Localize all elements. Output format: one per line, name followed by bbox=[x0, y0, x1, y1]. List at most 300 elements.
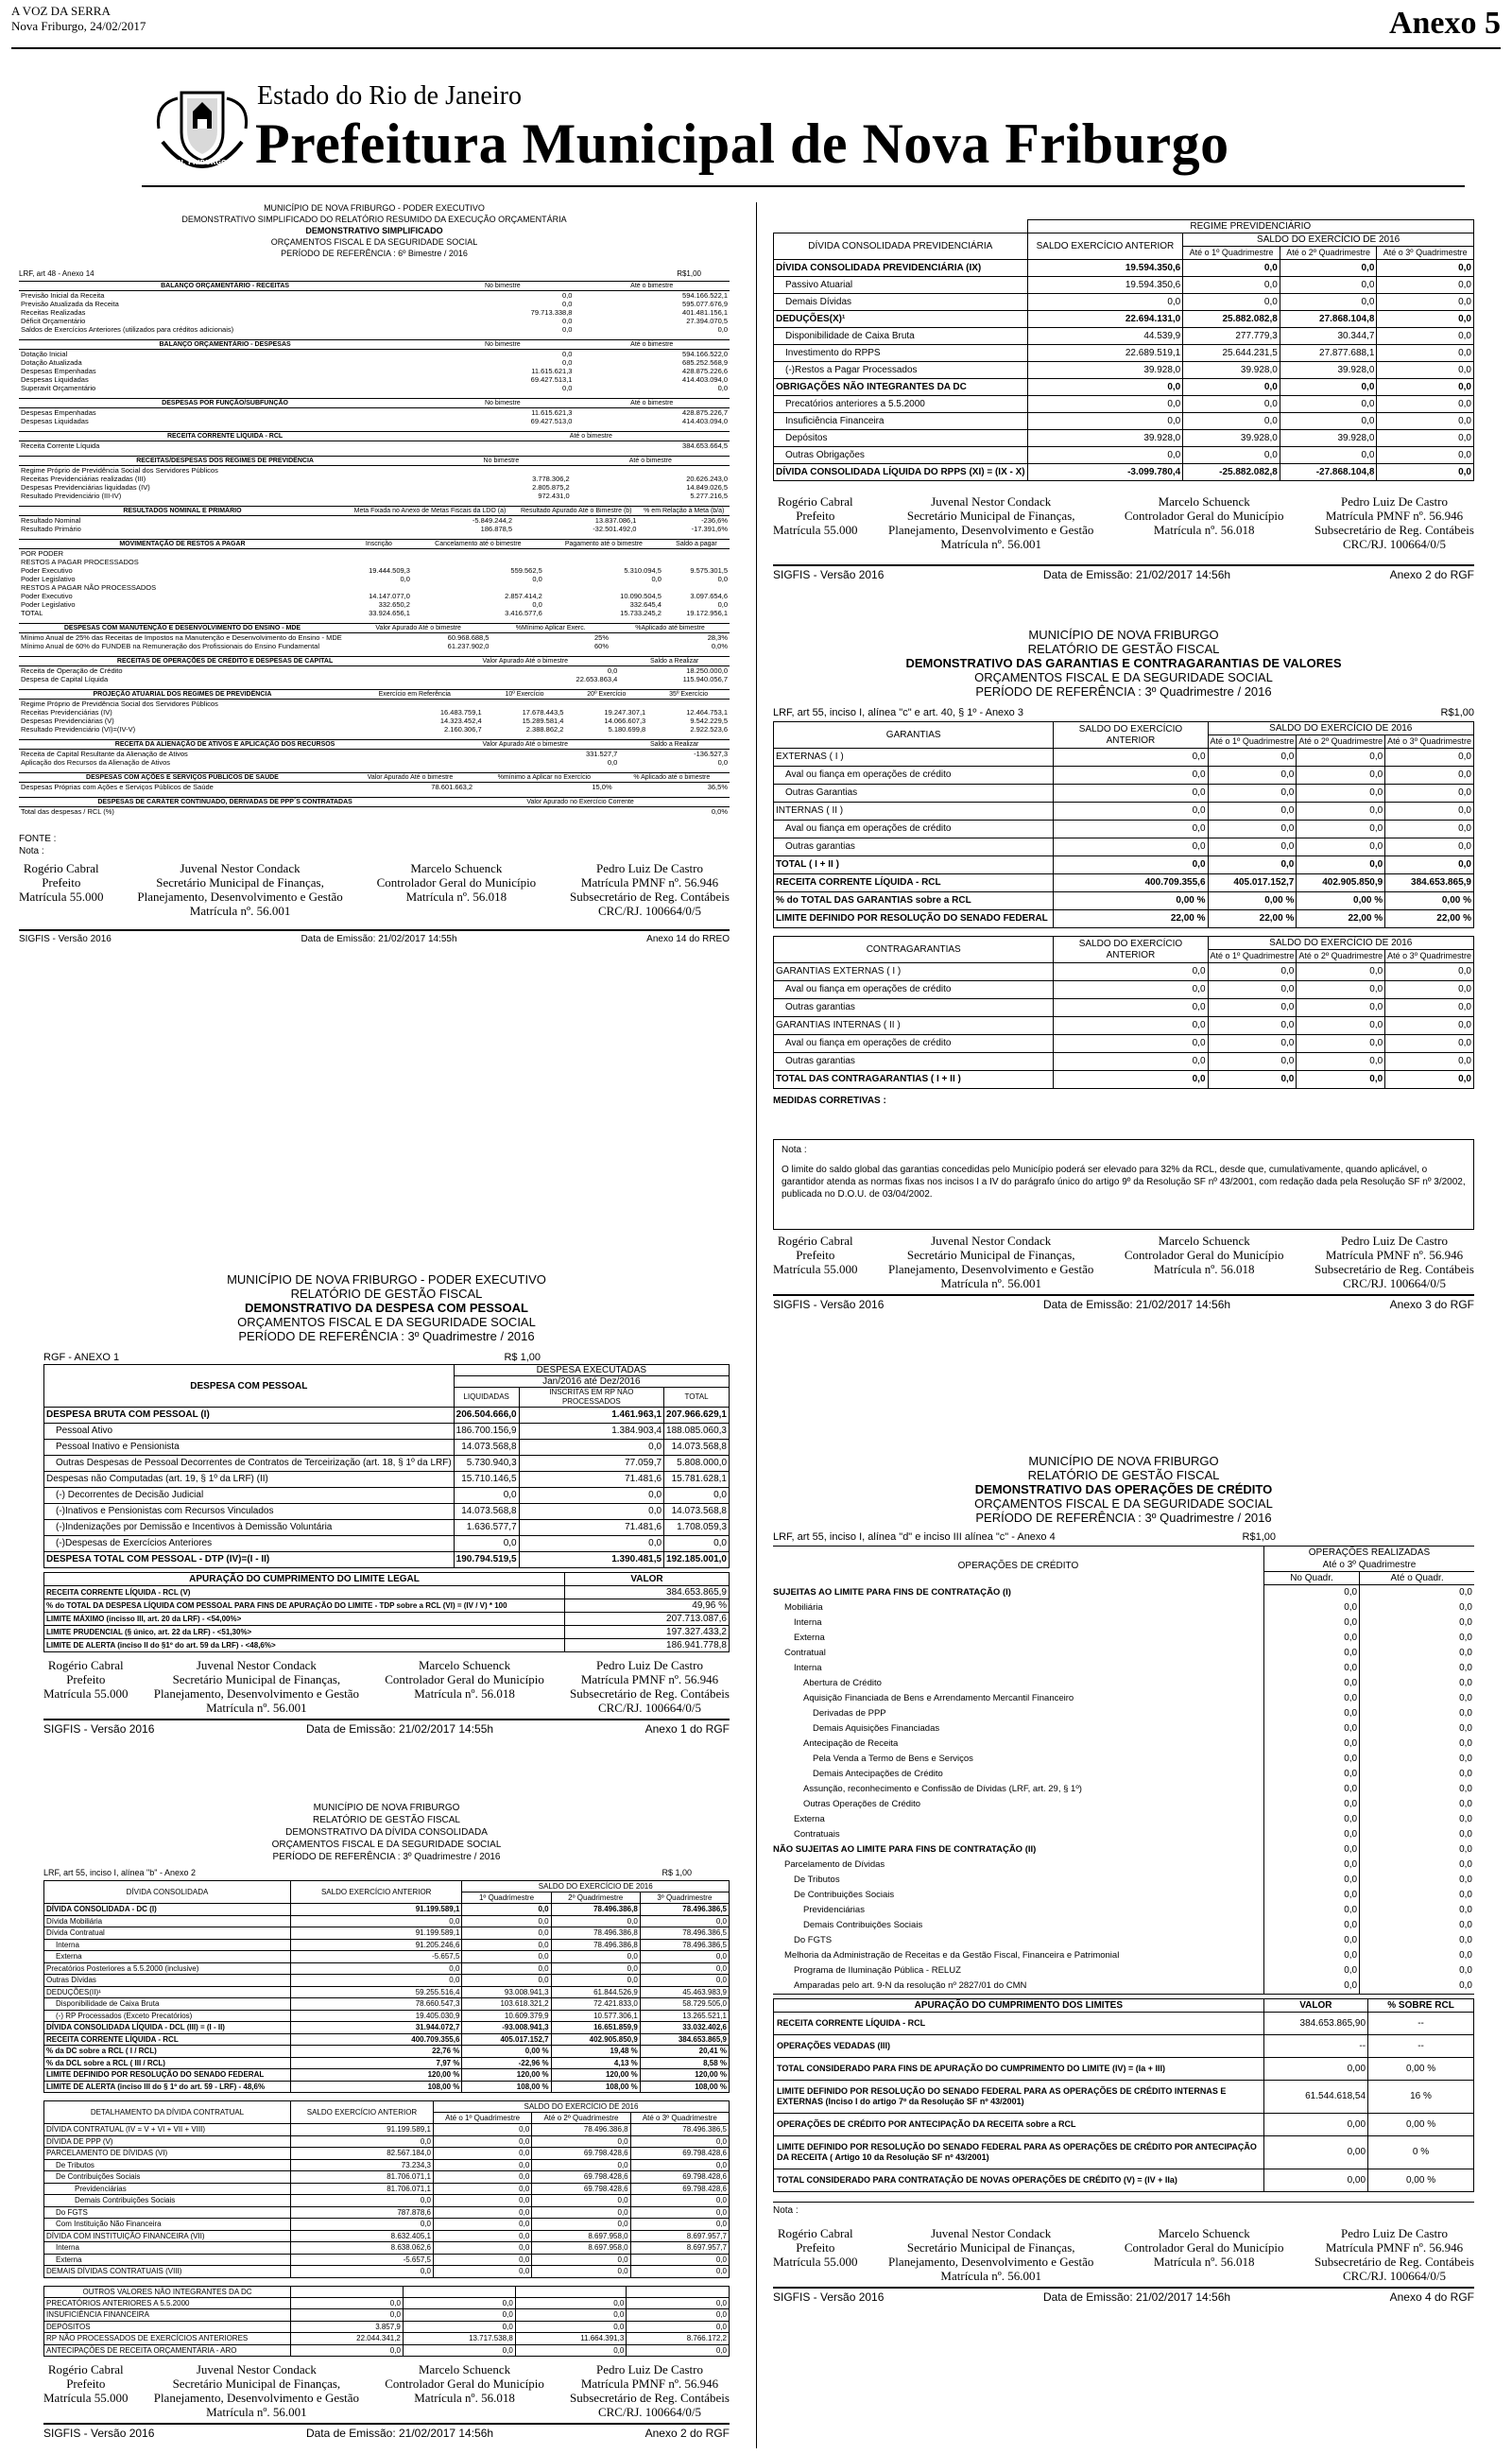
table-cell: DÍVIDA COM INSTITUIÇÃO FINANCEIRA (VII) bbox=[44, 2230, 291, 2242]
table-cell: 0,0 bbox=[532, 600, 542, 609]
table-cell: Aval ou fiança em operações de crédito bbox=[774, 1035, 1054, 1053]
table-cell: RECEITA CORRENTE LÍQUIDA - RCL bbox=[774, 2012, 1264, 2034]
table-row bbox=[19, 350, 730, 359]
table-row bbox=[44, 1599, 730, 1613]
table-cell: Até o bimestre bbox=[572, 457, 730, 466]
table-cell: %mínimo a Aplicar no Exercício bbox=[474, 773, 614, 783]
table-cell: DESPESA BRUTA COM PESSOAL (I) bbox=[44, 1408, 455, 1424]
table-cell: 15,0% bbox=[592, 783, 612, 791]
table-cell: 0,0 bbox=[1263, 1979, 1359, 1995]
table-cell: 0 % bbox=[1368, 2135, 1474, 2169]
table-cell: 0,0 bbox=[1459, 1920, 1472, 1930]
table-cell: 0,0 bbox=[291, 1915, 462, 1927]
signature-3: Pedro Luiz De Castro Matrícula PMNF nº. 56.946 Subsecretário de Reg. Contábeis CRC/RJ. 100664/0/5 bbox=[1314, 1234, 1474, 1290]
table-cell: 0,00 % bbox=[1208, 892, 1297, 910]
report-title bbox=[19, 202, 730, 259]
table-cell: INSCRITAS EM RP NÃO PROCESSADOS bbox=[519, 1388, 663, 1408]
table-row bbox=[774, 2169, 1474, 2191]
table-cell: Externa bbox=[773, 1631, 1263, 1646]
table-cell: 0,0 bbox=[1280, 379, 1377, 396]
table-cell: 78.660.547,3 bbox=[291, 1998, 462, 2011]
table-cell: 39.928,0 bbox=[1027, 362, 1183, 379]
table-cell: Saldos de Exercícios Anteriores (utilizados para créditos adicionais) bbox=[21, 325, 234, 334]
table-row bbox=[19, 592, 730, 600]
table-cell: 0,0 bbox=[1027, 379, 1183, 396]
table-row bbox=[44, 2309, 730, 2322]
table-cell: 0,00 % bbox=[462, 2046, 551, 2058]
table-cell: SALDO DO EXERCÍCIO DE 2016 bbox=[1208, 937, 1473, 950]
table-cell: 0,0 bbox=[1377, 311, 1474, 328]
table-cell: Dotação Atualizada bbox=[21, 358, 82, 367]
table-cell: 15.781.628,1 bbox=[664, 1472, 730, 1488]
table-cell: Demais Aquisições Financiadas bbox=[773, 1721, 1263, 1737]
table-cell: 0,0 bbox=[532, 2254, 630, 2266]
table-cell: Externa bbox=[44, 2254, 291, 2266]
nota-text: O limite do saldo global das garantias concedidas pelo Município poderá ser elevado para 32% da RCL, desde que, cumulativamente, quando aplicável, o garantidor atenda as normas fixas nos incisos I a IV do parágrafo único do artigo 9º da Resolução SF nº 43/2001, com redação dada pela Resolução SF nº 3/2002, publicada no D.O.U. de 03/04/2002. bbox=[782, 1165, 1466, 1200]
table-cell: Despesas Previdenciárias (V) bbox=[21, 717, 114, 725]
table-cell: 0,0 bbox=[433, 2183, 531, 2195]
table-row bbox=[774, 362, 1474, 379]
signature-1: Juvenal Nestor Condack Secretário Municipal de Finanças, Planejamento, Desenvolvimento e Gestão Matrícula nº. 56.001 bbox=[153, 2362, 360, 2419]
table-cell: Despesas Previdenciárias liquidadas (IV) bbox=[21, 483, 150, 492]
table-cell: 1.636.577,7 bbox=[454, 1520, 519, 1536]
table-cell: 405.017.152,7 bbox=[1208, 874, 1297, 892]
table-cell: Déficit Orçamentário bbox=[21, 317, 86, 325]
table-cell: 0,0 bbox=[462, 1939, 551, 1951]
pessoal-limit-table bbox=[43, 1572, 730, 1652]
table-cell: 20,41 % bbox=[640, 2046, 729, 2058]
table-row bbox=[19, 516, 730, 526]
table-cell: (-)Indenizações por Demissão e Incentivos à Demissão Voluntária bbox=[44, 1520, 455, 1536]
table-cell: 0,00 % bbox=[1368, 2057, 1474, 2080]
table-cell: Valor Apurado Até o bimestre bbox=[431, 740, 619, 750]
table-cell: TOTAL bbox=[21, 609, 43, 617]
table-cell: LIMITE DEFINIDO POR RESOLUÇÃO DO SENADO FEDERAL PARA AS OPERAÇÕES DE CRÉDITO INTERNAS E EXTERNAS (Inciso I do artigo 7º da Resolução SF nº 43/2001) bbox=[774, 2080, 1264, 2113]
table-cell: DÍVIDA CONTRATUAL (IV = V + VI + VII + VIII) bbox=[44, 2124, 291, 2136]
table-cell: 0,0 bbox=[1263, 1963, 1359, 1979]
table-cell: %Aplicado até bimestre bbox=[610, 624, 730, 633]
report-footer bbox=[19, 929, 730, 945]
table-cell: 0,0 bbox=[1377, 379, 1474, 396]
legal-reference: RGF - ANEXO 1 bbox=[43, 1352, 120, 1363]
table-cell: RECEITA CORRENTE LÍQUIDA - RCL bbox=[44, 2033, 291, 2046]
table-cell: 69.798.428,6 bbox=[630, 2183, 729, 2195]
table-cell: 2.922.523,6 bbox=[690, 725, 728, 734]
table-cell: 2.388.862,2 bbox=[525, 725, 564, 734]
table-row bbox=[19, 675, 730, 683]
table-cell: % da DC sobre a RCL ( I / RCL) bbox=[44, 2046, 291, 2058]
table-cell: Saldo a Realizar bbox=[619, 740, 730, 750]
table-cell: DESPESAS COM AÇÕES E SERVIÇOS PÚBLICOS DE SAÚDE bbox=[19, 773, 346, 783]
rpps-section bbox=[773, 219, 1474, 582]
title-line: ORÇAMENTOS FISCAL E DA SEGURIDADE SOCIAL bbox=[270, 237, 478, 247]
table-row bbox=[44, 2297, 730, 2309]
title-line: PERÍODO DE REFERÊNCIA : 3º Quadrimestre / 2016 bbox=[272, 1852, 501, 1862]
table-cell: 400.709.355,6 bbox=[1054, 874, 1208, 892]
table-row bbox=[19, 483, 730, 492]
table-cell: 0,0 bbox=[1297, 963, 1385, 981]
table-cell: 78.496.386,8 bbox=[551, 1904, 640, 1916]
table-cell: Receita Corrente Líquida bbox=[21, 441, 100, 450]
table-cell: 91.199.589,1 bbox=[291, 1927, 462, 1940]
table-cell: 0,0 bbox=[1385, 856, 1474, 874]
signature-3: Pedro Luiz De Castro Matrícula PMNF nº. 56.946 Subsecretário de Reg. Contábeis CRC/RJ. 100664/0/5 bbox=[570, 2362, 730, 2419]
table-cell: 0,0 bbox=[551, 1975, 640, 1987]
table-cell: 27.868.104,8 bbox=[1280, 311, 1377, 328]
table-row bbox=[44, 1408, 730, 1424]
table-cell: 0,0 bbox=[1263, 1903, 1359, 1918]
table-cell: 0,0 bbox=[1263, 1752, 1359, 1767]
table-cell: 3.778.306,2 bbox=[532, 475, 570, 483]
table-cell: 0,0 bbox=[1208, 981, 1297, 999]
table-row bbox=[44, 1915, 730, 1927]
table-cell: Interna bbox=[44, 2242, 291, 2255]
table-cell: 61.237.902,0 bbox=[447, 642, 490, 650]
table-cell: Aval ou fiança em operações de crédito bbox=[774, 767, 1054, 785]
table-cell: Despesas Empenhadas bbox=[21, 408, 96, 417]
table-cell bbox=[412, 583, 544, 592]
table-cell: 0,0 bbox=[562, 317, 573, 325]
table-row bbox=[44, 2124, 730, 2136]
table-cell: INSUFICIÊNCIA FINANCEIRA bbox=[44, 2309, 291, 2322]
table-cell: TOTAL CONSIDERADO PARA FINS DE APURAÇÃO DO CUMPRIMENTO DO LIMITE (IV) = (Ia + III) bbox=[774, 2057, 1264, 2080]
table-cell: Outras garantias bbox=[774, 838, 1054, 856]
table-row bbox=[44, 1962, 730, 1975]
table-cell: 0,0 bbox=[1385, 749, 1474, 767]
table-row bbox=[44, 1440, 730, 1456]
table-cell: 22.694.131,0 bbox=[1027, 311, 1183, 328]
table-cell: 0,0 bbox=[1377, 260, 1474, 277]
table-cell: 0,0 bbox=[562, 325, 573, 334]
table-cell: Disponibilidade de Caixa Bruta bbox=[774, 328, 1028, 345]
table-cell: DÍVIDA CONSOLIDADA LÍQUIDA - DCL (III) = (I - II) bbox=[44, 2022, 291, 2034]
table-row bbox=[19, 375, 730, 384]
table-cell: 31.944.072,7 bbox=[291, 2022, 462, 2034]
table-cell: Aquisição Financiada de Bens e Arrendamento Mercantil Financeiro bbox=[773, 1691, 1263, 1706]
table-cell: Despesas não Computadas (art. 19, § 1º da LRF) (II) bbox=[44, 1472, 455, 1488]
table-row bbox=[19, 408, 730, 418]
table-cell: 0,0 bbox=[1208, 1017, 1297, 1035]
note-line: FONTE : bbox=[19, 834, 57, 844]
table-row bbox=[44, 2242, 730, 2255]
table-row bbox=[774, 803, 1474, 821]
table-cell: 0,0 bbox=[291, 2135, 434, 2148]
table-cell: 0,0 bbox=[433, 2242, 531, 2255]
rreo-table-0 bbox=[19, 281, 730, 334]
table-row bbox=[44, 1424, 730, 1440]
table-cell: 16.483.759,1 bbox=[439, 708, 482, 717]
table-cell: 0,0 bbox=[1459, 1980, 1472, 1991]
table-cell: 33.924.656,1 bbox=[369, 609, 410, 617]
publisher-date: Nova Friburgo, 24/02/2017 bbox=[11, 19, 146, 33]
table-cell: 39.928,0 bbox=[1027, 430, 1183, 447]
ref-line bbox=[43, 1867, 730, 1878]
signature-3: Pedro Luiz De Castro Matrícula PMNF nº. 56.946 Subsecretário de Reg. Contábeis CRC/RJ. 100664/0/5 bbox=[1314, 2225, 1474, 2283]
table-row bbox=[44, 2081, 730, 2093]
table-cell: 0,0 bbox=[462, 1962, 551, 1975]
table-cell: 120,00 % bbox=[640, 2069, 729, 2082]
table-cell: SALDO DO EXERCÍCIO ANTERIOR bbox=[1054, 937, 1208, 963]
table-cell: Do FGTS bbox=[44, 2206, 291, 2219]
table-cell: 0,0 bbox=[1459, 1890, 1472, 1900]
table-cell: 0,0 bbox=[462, 1975, 551, 1987]
table-cell: -93.008.941,3 bbox=[462, 2022, 551, 2034]
table-cell: -17.391,6% bbox=[691, 525, 728, 533]
table-cell: 0,0 bbox=[1054, 785, 1208, 803]
table-cell: 0,0 bbox=[291, 1975, 462, 1987]
table-cell: RECEITA CORRENTE LÍQUIDA - RCL (V) bbox=[44, 1586, 565, 1599]
title-line: DEMONSTRATIVO DA DÍVIDA CONSOLIDADA bbox=[285, 1827, 488, 1838]
table-cell: 0,0 bbox=[1263, 1842, 1359, 1858]
table-cell: 0,0 bbox=[1027, 294, 1183, 311]
table-cell: 0,0 bbox=[717, 384, 728, 392]
table-cell: 8.697.957,7 bbox=[630, 2230, 729, 2242]
table-cell: 0,0 bbox=[630, 2135, 729, 2148]
table-cell: 0,0 bbox=[562, 384, 573, 392]
table-cell bbox=[663, 558, 730, 566]
signature-1: Juvenal Nestor Condack Secretário Municipal de Finanças, Planejamento, Desenvolvimento e Gestão Matrícula nº. 56.001 bbox=[153, 1658, 360, 1715]
table-cell: 22,00 % bbox=[1208, 910, 1297, 928]
table-cell bbox=[544, 558, 663, 566]
table-cell: Interna bbox=[773, 1616, 1263, 1631]
table-row bbox=[773, 1888, 1474, 1903]
currency-unit: R$ 1,00 bbox=[662, 1868, 692, 1877]
rreo-table-2 bbox=[19, 398, 730, 425]
nota-label: Nota : bbox=[782, 1145, 807, 1155]
table-cell: 0,0 bbox=[1027, 396, 1183, 413]
table-cell: 108,00 % bbox=[291, 2081, 462, 2093]
table-row bbox=[19, 666, 730, 676]
table-cell: 384.653.664,5 bbox=[682, 441, 728, 450]
table-cell: 0,0 bbox=[1183, 396, 1280, 413]
table-cell: 5.310.094,5 bbox=[624, 566, 662, 575]
signature-2: Marcelo Schuenck Controlador Geral do Município Matrícula nº. 56.018 bbox=[385, 1658, 544, 1701]
table-cell: 13.837.086,1 bbox=[594, 516, 637, 525]
table-cell: 0,00 % bbox=[1368, 2113, 1474, 2135]
table-cell: Valor Apurado Até o bimestre bbox=[431, 657, 619, 666]
table-cell: 14.073.568,8 bbox=[664, 1504, 730, 1520]
table-cell: 0,0 bbox=[291, 1962, 462, 1975]
table-cell: 25.644.231,5 bbox=[1183, 345, 1280, 362]
table-row bbox=[44, 2219, 730, 2231]
table-cell: 0,0 bbox=[1297, 803, 1385, 821]
table-cell: 10.577.306,1 bbox=[551, 2010, 640, 2022]
table-row bbox=[19, 317, 730, 325]
table-row bbox=[44, 1939, 730, 1951]
table-cell: 277.779,3 bbox=[1183, 328, 1280, 345]
table-cell: 0,0 bbox=[403, 2321, 515, 2333]
table-cell: 0,00 % bbox=[1385, 892, 1474, 910]
table-cell: 206.504.666,0 bbox=[454, 1408, 519, 1424]
table-row bbox=[44, 1504, 730, 1520]
table-cell: 78.496.386,8 bbox=[551, 1927, 640, 1940]
ref-line bbox=[19, 268, 730, 279]
table-cell: 39.928,0 bbox=[1183, 430, 1280, 447]
table-cell: 27.394.070,5 bbox=[686, 317, 728, 325]
table-cell: 0,00 % bbox=[1368, 2169, 1474, 2191]
table-row bbox=[19, 367, 730, 375]
table-cell: Valor Apurado Até o bimestre bbox=[346, 773, 474, 783]
table-cell: Até o 1º Quadrimestre bbox=[1208, 950, 1297, 963]
crest-banner-text: N. FRIBURGO bbox=[178, 159, 227, 166]
title-line: PERÍODO DE REFERÊNCIA : 3º Quadrimestre / 2016 bbox=[975, 1511, 1272, 1525]
table-cell: % do TOTAL DA DESPESA LÍQUIDA COM PESSOAL PARA FINS DE APURAÇÃO DO LIMITE - TDP sobre a RCL (VI) = (IV / V) * 100 bbox=[44, 1599, 565, 1613]
table-cell: 0,0 bbox=[1263, 1737, 1359, 1752]
table-cell: Precatórios Posteriores a 5.5.2000 (inclusive) bbox=[44, 1962, 291, 1975]
table-cell: 787.878,6 bbox=[291, 2206, 434, 2219]
table-row bbox=[44, 2022, 730, 2034]
table-row bbox=[773, 1646, 1474, 1661]
table-cell: 207.713.087,6 bbox=[565, 1613, 730, 1626]
table-cell: Poder Legislativo bbox=[21, 575, 76, 583]
table-cell: 39.928,0 bbox=[1183, 362, 1280, 379]
table-cell: -27.868.104,8 bbox=[1280, 464, 1377, 481]
table-cell: 91.199.589,1 bbox=[291, 1904, 462, 1916]
table-cell: 11.615.621,3 bbox=[531, 408, 573, 417]
title-line: ORÇAMENTOS FISCAL E DA SEGURIDADE SOCIAL bbox=[271, 1840, 502, 1850]
table-cell: Derivadas de PPP bbox=[773, 1706, 1263, 1721]
table-cell: 0,0 bbox=[532, 2206, 630, 2219]
table-cell: 0,0 bbox=[1054, 821, 1208, 838]
legal-reference: LRF, art 55, inciso I, alínea "d" e inciso III alínea "c" - Anexo 4 bbox=[773, 1531, 1056, 1543]
table-cell: 0,0 bbox=[433, 2230, 531, 2242]
table-cell: % do TOTAL DAS GARANTIAS sobre a RCL bbox=[774, 892, 1054, 910]
signature-2: Marcelo Schuenck Controlador Geral do Município Matrícula nº. 56.018 bbox=[1124, 1234, 1284, 1276]
publisher-name: A VOZ DA SERRA bbox=[11, 4, 111, 18]
table-cell: INTERNAS ( II ) bbox=[774, 803, 1054, 821]
table-cell: 0,0 bbox=[519, 1488, 663, 1504]
table-cell: 402.905.850,9 bbox=[1297, 874, 1385, 892]
table-cell: 35º Exercício bbox=[647, 690, 730, 700]
table-row bbox=[774, 981, 1474, 999]
table-row bbox=[44, 2033, 730, 2046]
table-row bbox=[773, 1767, 1474, 1782]
report-title bbox=[773, 628, 1474, 699]
table-cell: POR PODER bbox=[21, 549, 64, 558]
table-cell: 0,0 bbox=[532, 2195, 630, 2207]
table-cell bbox=[291, 2286, 404, 2297]
table-row bbox=[774, 2034, 1474, 2057]
footer-date: Data de Emissão: 21/02/2017 14:56h bbox=[305, 2427, 494, 2440]
table-cell: 19.172.956,1 bbox=[686, 609, 728, 617]
table-cell bbox=[565, 700, 647, 709]
table-cell: 0,0 bbox=[1263, 1676, 1359, 1691]
table-cell: 400.709.355,6 bbox=[291, 2033, 462, 2046]
footer-date: Data de Emissão: 21/02/2017 14:55h bbox=[305, 1722, 494, 1736]
table-cell: 0,00 bbox=[1263, 2057, 1367, 2080]
table-cell: Até o 3º Quadrimestre bbox=[630, 2113, 729, 2124]
currency-unit: R$1,00 bbox=[677, 269, 701, 278]
table-row bbox=[44, 2266, 730, 2278]
table-cell: 5.180.699,8 bbox=[608, 725, 646, 734]
table-cell: 36,5% bbox=[707, 783, 728, 791]
table-cell bbox=[412, 558, 544, 566]
table-cell: Superavit Orçamentário bbox=[21, 384, 96, 392]
table-cell: % SOBRE RCL bbox=[1368, 1998, 1474, 2012]
table-cell: Regime Próprio de Previdência Social dos Servidores Públicos bbox=[21, 466, 218, 475]
table-row bbox=[44, 2333, 730, 2345]
table-cell: 60.968.688,5 bbox=[447, 633, 490, 642]
table-row bbox=[773, 1842, 1474, 1858]
signature-block bbox=[773, 2226, 1474, 2283]
table-cell: 0,0 bbox=[515, 2321, 627, 2333]
title-line: DEMONSTRATIVO DAS OPERAÇÕES DE CRÉDITO bbox=[974, 1482, 1273, 1496]
table-cell: 0,0 bbox=[640, 1915, 729, 1927]
table-cell: 1.461.963,1 bbox=[519, 1408, 663, 1424]
footer-system: SIGFIS - Versão 2016 bbox=[19, 934, 112, 944]
footer-date: Data de Emissão: 21/02/2017 14:56h bbox=[1042, 1298, 1231, 1311]
table-cell: -- bbox=[1368, 2034, 1474, 2057]
table-cell: DÍVIDA CONSOLIDADA bbox=[44, 1881, 291, 1904]
medidas-corretivas: MEDIDAS CORRETIVAS : bbox=[773, 1096, 886, 1106]
title-line: PERÍODO DE REFERÊNCIA : 6º Bimestre / 2016 bbox=[281, 249, 468, 258]
table-cell: 0,0 bbox=[515, 2344, 627, 2357]
signature-2: Marcelo Schuenck Controlador Geral do Município Matrícula nº. 56.018 bbox=[376, 861, 537, 904]
table-cell: 0,0 bbox=[551, 1951, 640, 1963]
table-cell: 0,0 bbox=[717, 600, 728, 609]
table-cell: 22.653.863,4 bbox=[576, 675, 618, 683]
table-cell: Despesas Empenhadas bbox=[21, 367, 96, 375]
table-cell: 0,0 bbox=[1208, 803, 1297, 821]
table-cell bbox=[663, 583, 730, 592]
table-cell: 0,0 bbox=[627, 2297, 730, 2309]
table-cell: 0,0 bbox=[1054, 1071, 1208, 1089]
rreo-table-7 bbox=[19, 623, 730, 650]
table-cell: 0,0 bbox=[519, 1440, 663, 1456]
table-cell bbox=[544, 549, 663, 559]
table-cell: 2.857.414,2 bbox=[505, 592, 542, 600]
table-cell: 49,96 % bbox=[565, 1599, 730, 1613]
table-cell bbox=[431, 432, 453, 441]
table-cell: 0,0 bbox=[1263, 1797, 1359, 1812]
ref-line bbox=[43, 1351, 730, 1364]
table-cell: 0,0 bbox=[1297, 1053, 1385, 1071]
table-cell: SALDO EXERCÍCIO ANTERIOR bbox=[291, 1881, 462, 1904]
table-cell: 0,0 bbox=[627, 2321, 730, 2333]
table-cell: 69.798.428,6 bbox=[532, 2171, 630, 2184]
header-divider bbox=[142, 185, 1465, 187]
table-cell: DESPESA EXECUTADAS bbox=[454, 1365, 729, 1376]
table-cell: 78.496.386,5 bbox=[640, 1927, 729, 1940]
table-cell: 0,0 bbox=[1459, 1708, 1472, 1719]
table-cell: 0,0 bbox=[1263, 1948, 1359, 1963]
table-cell bbox=[346, 549, 412, 559]
table-cell: Até o 3º Quadrimestre bbox=[1385, 950, 1474, 963]
table-cell: 0,0 bbox=[1280, 413, 1377, 430]
table-cell: 0,0 bbox=[1263, 1858, 1359, 1873]
table-cell: 0,0 bbox=[1054, 838, 1208, 856]
table-cell: Até o 3º Quadrimestre bbox=[1263, 1559, 1474, 1572]
divida-table bbox=[43, 1880, 730, 2093]
table-cell: MOVIMENTAÇÃO DE RESTOS A PAGAR bbox=[19, 540, 346, 549]
signature-block bbox=[43, 2362, 730, 2419]
table-cell: 1.390.481,5 bbox=[519, 1552, 663, 1568]
table-cell: 22,00 % bbox=[1385, 910, 1474, 928]
table-cell: 19.594.350,6 bbox=[1027, 277, 1183, 294]
table-cell: 0,0 bbox=[1459, 1784, 1472, 1794]
table-cell: 401.481.156,1 bbox=[682, 308, 728, 317]
table-row bbox=[44, 2230, 730, 2242]
table-cell: 0,0 bbox=[551, 1962, 640, 1975]
table-cell: 0,0 bbox=[630, 2219, 729, 2231]
table-cell: 0,0 bbox=[462, 1915, 551, 1927]
title-line: DEMONSTRATIVO SIMPLIFICADO bbox=[305, 226, 443, 235]
table-cell: Despesa de Capital Líquida bbox=[21, 675, 109, 683]
table-cell: 0,0 bbox=[433, 2171, 531, 2184]
table-row bbox=[774, 430, 1474, 447]
legal-reference: LRF, art 55, inciso I, alínea "b" - Anexo 2 bbox=[43, 1868, 196, 1877]
table-cell: OPERAÇÕES REALIZADAS bbox=[1308, 1547, 1431, 1558]
